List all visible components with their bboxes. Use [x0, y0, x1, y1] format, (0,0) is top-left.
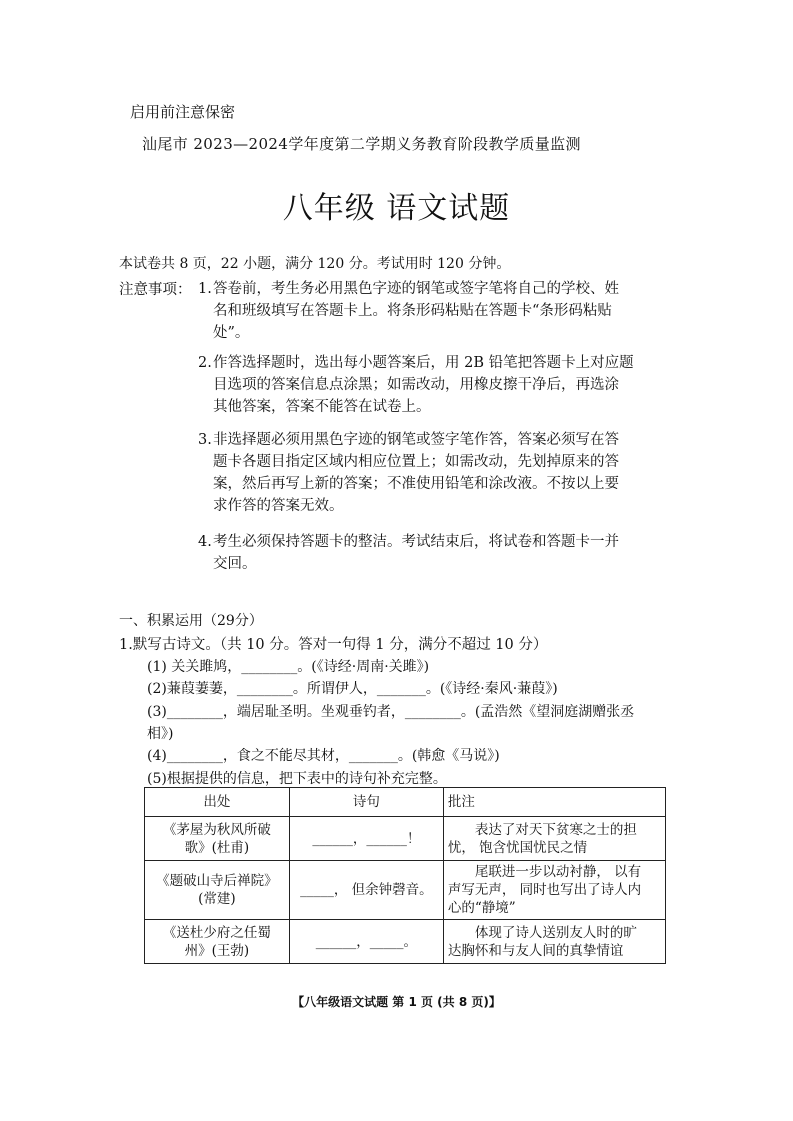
page-title: 八年级 语文试题 [282, 191, 511, 226]
notice-number: 3. [198, 432, 212, 448]
verse-cell: ______，______！ [289, 817, 443, 861]
notice-label: 注意事项： [119, 282, 192, 298]
verse-cell: ______，_____。 [289, 920, 443, 964]
confidential-notice: 启用前注意保密 [130, 103, 236, 121]
table-row [145, 817, 666, 861]
note-cell [443, 817, 665, 861]
notice-number: 1. [198, 281, 212, 297]
notice-line: 题卡各题目指定区域内相应位置上；如需改动，先划掉原来的答 [213, 454, 619, 470]
notice-line: 案，然后再写上新的答案；不准使用铅笔和涂改液。不按以上要 [213, 476, 619, 492]
source-line: 歌》(杜甫) [184, 839, 250, 856]
notice-line: 非选择题必须用黑色字迹的钢笔或签字笔作答，答案必须写在答 [213, 432, 619, 448]
notice-line: 目选项的答案信息点涂黑；如需改动，用橡皮擦干净后，再选涂 [213, 377, 619, 393]
source-line: 《题破山寺后禅院》 [156, 873, 278, 889]
question-item-5: (5)根据提供的信息，把下表中的诗句补充完整。 [147, 771, 447, 787]
source-line: (常建) [198, 891, 236, 907]
notice-line: 名和班级填写在答题卡上。将条形码粘贴在答题卡“条形码粘贴 [213, 303, 612, 319]
notice-line: 作答选择题时，选出每小题答案后，用 2B 铅笔把答题卡上对应题 [213, 355, 634, 371]
page-footer: 【八年级语文试题 第 1 页 (共 8 页)】 [292, 995, 501, 1009]
note-line: 体现了诗人送别友人时的旷 [474, 924, 637, 941]
note-cell [443, 920, 665, 964]
question-item-2: (2)蒹葭萋萋，________。所谓伊人，_______。(《诗经·秦风·蒹葭》) [147, 681, 558, 697]
header-note: 批注 [443, 788, 665, 817]
source-line: 州》(王勃) [184, 942, 250, 959]
header-verse: 诗句 [289, 788, 443, 817]
source-line: 《茅屋为秋风所破 [162, 821, 271, 838]
notice-line: 答卷前，考生务必用黑色字迹的钢笔或签字笔将自己的学校、姓 [213, 281, 619, 297]
question-item-3-cont: 相》) [147, 726, 174, 742]
notice-number: 2. [198, 355, 212, 371]
source-cell [145, 861, 290, 920]
source-cell [145, 817, 290, 861]
exam-subtitle: 汕尾市 2023—2024学年度第二学期义务教育阶段教学质量监测 [142, 135, 581, 153]
header-source: 出处 [145, 788, 290, 817]
exam-intro: 本试卷共 8 页，22 小题，满分 120 分。考试用时 120 分钟。 [119, 256, 511, 272]
note-line: 忧， 饱含忧国忧民之情 [447, 839, 588, 856]
source-cell [145, 920, 290, 964]
poem-table [144, 787, 666, 964]
note-line: 心的“静境” [447, 900, 516, 916]
note-line: 达胸怀和与友人间的真挚情谊 [447, 942, 624, 959]
notice-line: 求作答的答案无效。 [213, 498, 344, 514]
table-row [145, 861, 666, 920]
table-header-row [145, 788, 666, 817]
question-1: 1.默写古诗文。（共 10 分。答对一句得 1 分，满分不超过 10 分） [119, 637, 548, 653]
question-item-1: (1) 关关雎鸠，________。(《诗经·周南·关雎》) [147, 659, 430, 675]
note-line: 表达了对天下贫寒之士的担 [474, 821, 637, 838]
section-heading: 一、积累运用（29分） [119, 613, 263, 629]
source-line: 《送杜少府之任蜀 [162, 924, 271, 941]
question-item-4: (4)________，食之不能尽其材，_______。(韩愈《马说》) [147, 748, 500, 764]
note-cell [443, 861, 665, 920]
notice-line: 其他答案，答案不能答在试卷上。 [213, 399, 431, 415]
notice-line: 考生必须保持答题卡的整洁。考试结束后，将试卷和答题卡一并 [213, 534, 619, 550]
table-row [145, 920, 666, 964]
note-line: 尾联进一步以动衬静， 以有 [474, 864, 642, 880]
question-item-3: (3)________，端居耻圣明。坐观垂钓者，________。(孟浩然《望洞庭湖赠张丞 [147, 704, 635, 720]
notice-number: 4. [198, 534, 212, 550]
notice-line: 交回。 [213, 556, 257, 572]
notice-line: 处”。 [213, 325, 250, 341]
verse-cell: _____， 但余钟磬音。 [289, 861, 443, 920]
note-line: 声写无声， 同时也写出了诗人内 [447, 882, 642, 898]
